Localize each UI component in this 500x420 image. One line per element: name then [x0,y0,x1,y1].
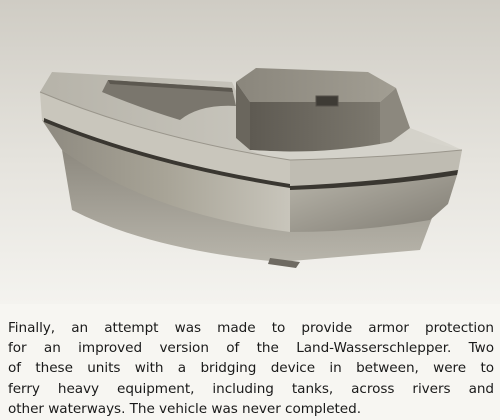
vision-slit-icon [316,96,338,106]
caption-line: for an improved version of the Land-Wasserschlepper. Two [8,340,494,357]
caption-line: Finally, an attempt was made to provide armor protection [8,320,494,336]
caption-line: other waterways. The vehicle was never completed. [8,400,361,417]
photo-caption [8,318,494,419]
caption-line: of these units with a bridging device in between, were to [8,360,494,377]
caption-line: ferry heavy equipment, including tanks, across rivers and [8,380,494,397]
cabin-front [250,102,380,152]
